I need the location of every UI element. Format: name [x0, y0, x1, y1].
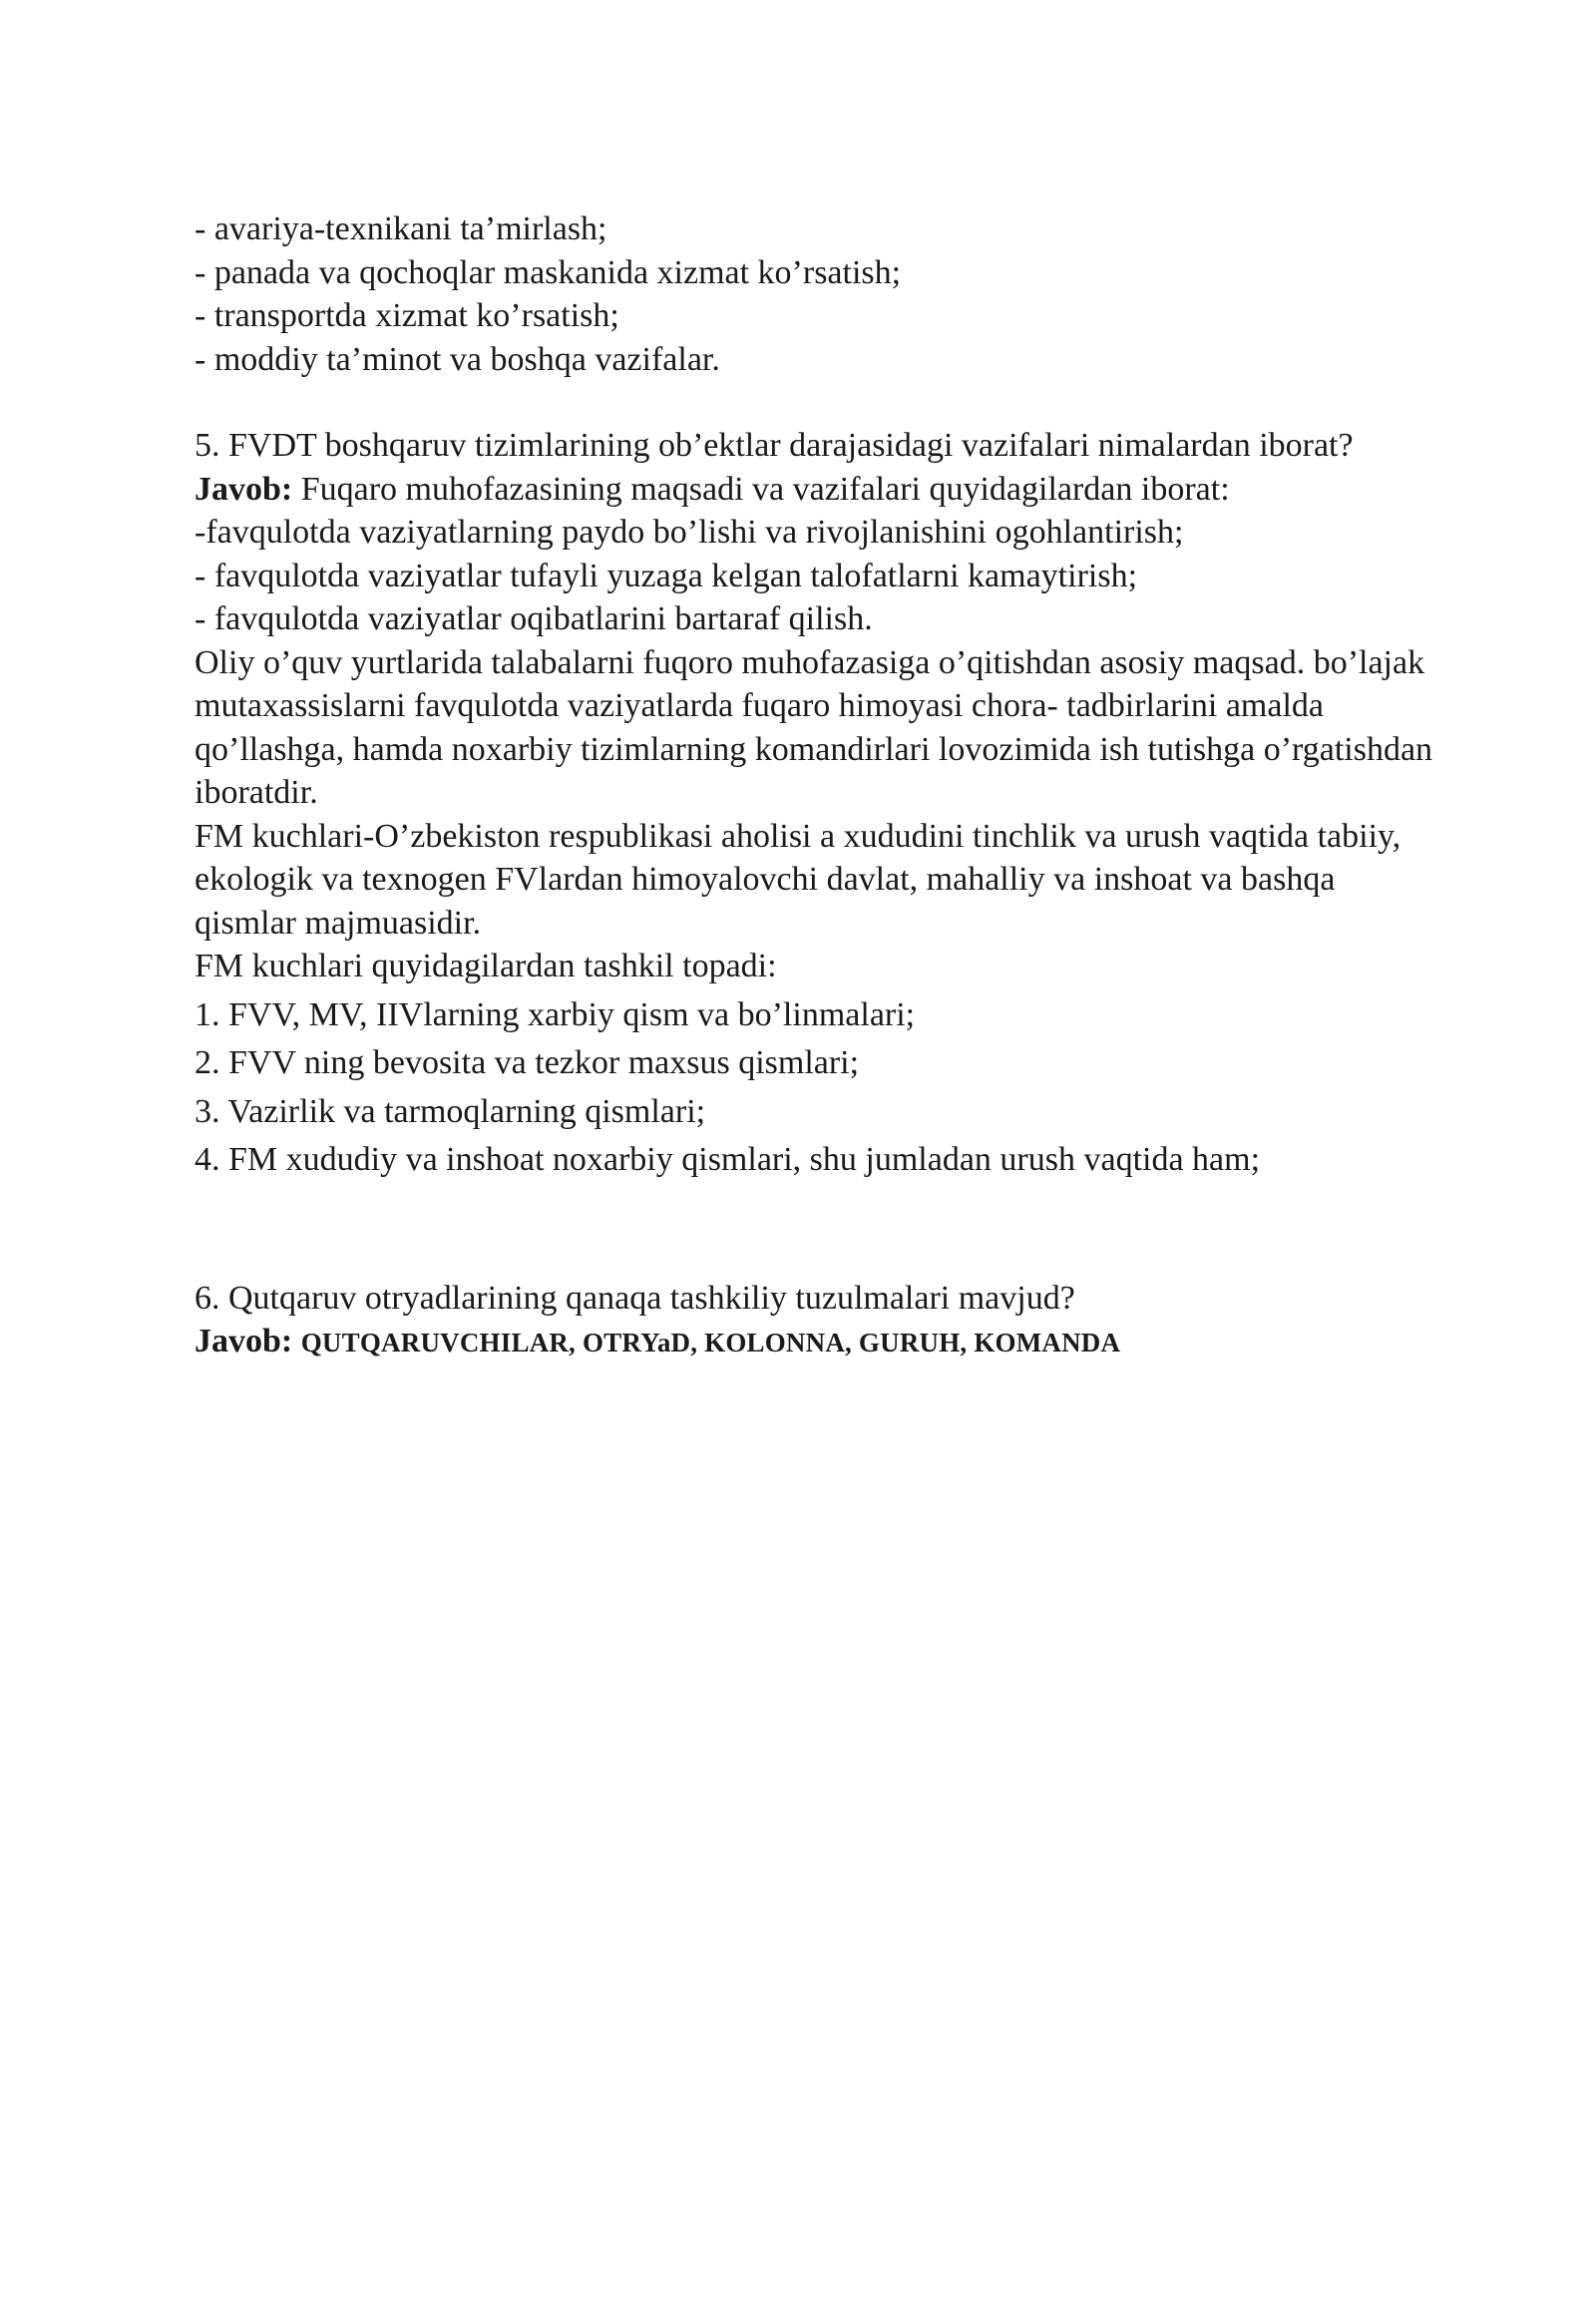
answer-item: -favqulotda vaziyatlarning paydo bo’lishi va rivojlanishini ogohlantirish;: [195, 514, 1184, 551]
numbered-item: 1. FVV, MV, IIVlarning xarbiy qism va bo’linmalari;: [195, 995, 916, 1033]
answer-item: - favqulotda vaziyatlar oqibatlarini bartaraf qilish.: [195, 600, 873, 637]
top-list: [195, 207, 1571, 381]
paragraph-line: ekologik va texnogen FVlardan himoyalovchi davlat, mahalliy va inshoat va bashqa: [195, 861, 1336, 898]
paragraph-line: qismlar majmuasidir.: [195, 904, 482, 942]
paragraph-fm-composition: FM kuchlari quyidagilardan tashkil topadi:: [195, 948, 777, 984]
list-item: - panada va qochoqlar maskanida xizmat ko’rsatish;: [195, 253, 902, 291]
paragraph-line: FM kuchlari-O’zbekiston respublikasi aholisi a xududini tinchlik va urush vaqtida tabiiy,: [195, 817, 1401, 855]
question-6-title: 6. Qutqaruv otryadlarining qanaqa tashkiliy tuzulmalari mavjud?: [195, 1279, 1075, 1317]
answer-5-intro: [195, 468, 1571, 512]
answer-label: Javob:: [195, 1323, 293, 1359]
question-5-title: 5. FVDT boshqaruv tizimlarining ob’ektlar darajasidagi vazifalari nimalardan iborat?: [195, 427, 1354, 464]
answer-item: - favqulotda vaziyatlar tufayli yuzaga kelgan talofatlarni kamaytirish;: [195, 557, 1138, 594]
answer-intro-text: Fuqaro muhofazasining maqsadi va vazifalari quyidagilardan iborat:: [292, 470, 1230, 508]
list-item: - transportda xizmat ko’rsatish;: [195, 297, 619, 334]
answer-6: [195, 1320, 1571, 1365]
paragraph-education-goal: [195, 641, 1571, 815]
paragraph-line: Oliy o’quv yurtlarida talabalarni fuqoro muhofazasiga o’qitishdan asosiy maqsad. bo’lajak: [195, 643, 1425, 681]
document-page: [195, 207, 1571, 1365]
paragraph-fm-forces: [195, 815, 1571, 946]
list-item: - moddiy ta’minot va boshqa vazifalar.: [195, 340, 720, 378]
answer-label: Javob:: [195, 470, 293, 508]
list-item: - avariya-texnikani ta’mirlash;: [195, 210, 607, 247]
numbered-item: 3. Vazirlik va tarmoqlarning qismlari;: [195, 1092, 706, 1130]
question-6-section: [195, 1277, 1571, 1365]
numbered-item: 2. FVV ning bevosita va tezkor maxsus qismlari;: [195, 1044, 860, 1081]
numbered-item: 4. FM xududiy va inshoat noxarbiy qismlari, shu jumladan urush vaqtida ham;: [195, 1141, 1261, 1178]
question-5-section: [195, 424, 1571, 1185]
answer-6-text: QUTQARUVCHILAR, OTRYaD, KOLONNA, GURUH, KOMANDA: [300, 1328, 1121, 1357]
numbered-list: [195, 991, 1571, 1185]
paragraph-line: iboratdir.: [195, 774, 318, 811]
paragraph-line: qo’llashga, hamda noxarbiy tizimlarning komandirlari lovozimida ish tutishga o’rgatishdan: [195, 730, 1433, 768]
paragraph-line: mutaxassislarni favqulotda vaziyatlarda fuqaro himoyasi chora- tadbirlarini amalda: [195, 687, 1324, 724]
